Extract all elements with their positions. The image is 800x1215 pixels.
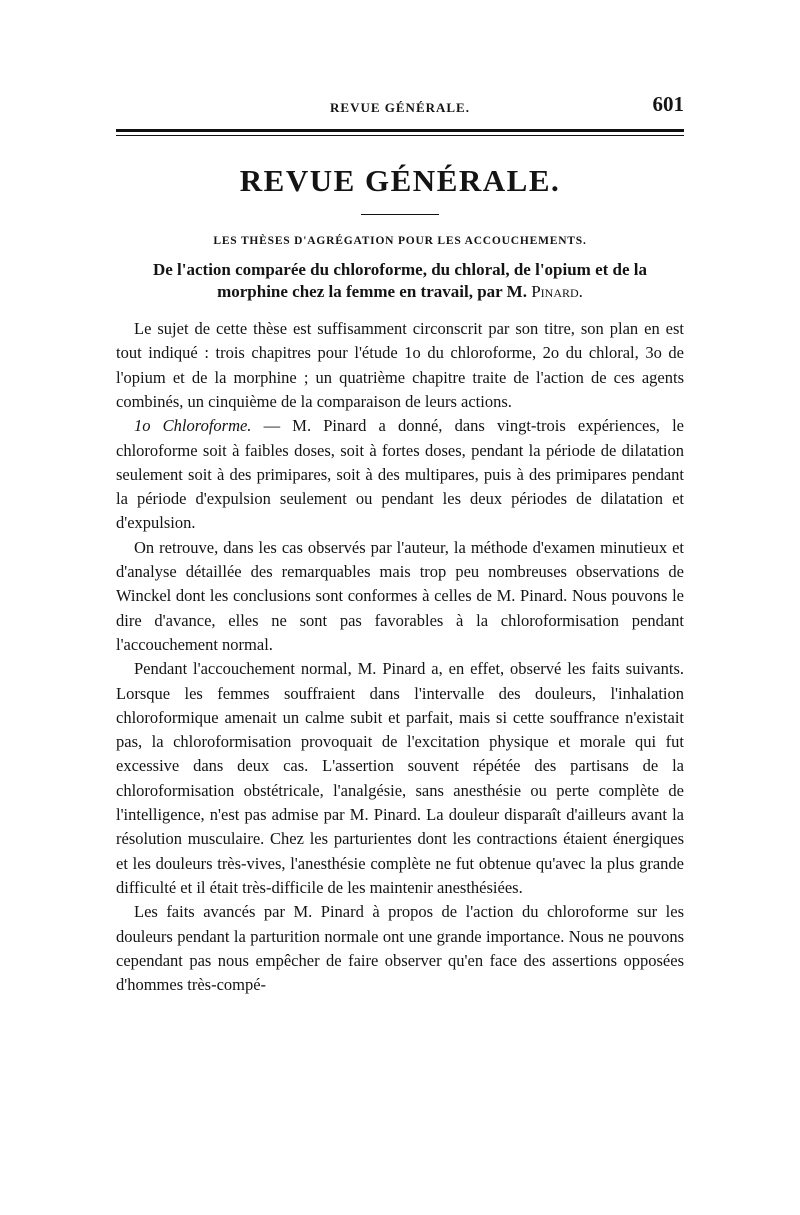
- article-title: [116, 259, 684, 303]
- header-double-rule: [116, 129, 684, 136]
- paragraph-chloroforme: [116, 414, 684, 535]
- paragraph-importance: Les faits avancés par M. Pinard à propos de l'action du chloroforme sur les douleurs pendant la parturition normale ont une grande importance. Nous ne pouvons cependant pas nous empêcher de faire observer qu'en face des assertions opposées d'hommes très-compé-: [116, 902, 684, 995]
- paragraph-intro: Le sujet de cette thèse est suffisamment circonscrit par son titre, son plan en est tout indiqué : trois chapitres pour l'étude 1o du chloroforme, 2o du chloral, 3o de l'opium et de la morphine ; un quatrième chapitre traite de l'action de ces agents combinés, un cinquième de la comparaison de leurs actions.: [116, 319, 684, 411]
- chloroforme-label: 1o Chloroforme.: [134, 416, 252, 436]
- section-title: LES THÈSES D'AGRÉGATION POUR LES ACCOUCHEMENTS.: [213, 235, 587, 248]
- running-title: REVUE GÉNÉRALE.: [330, 100, 470, 115]
- page-number: 601: [652, 92, 684, 116]
- document-page: [116, 92, 684, 997]
- article-body: [116, 317, 684, 997]
- article-author: Pinard.: [531, 282, 583, 302]
- paragraph-winckel: On retrouve, dans les cas observés par l'auteur, la méthode d'examen minutieux et d'analyse détaillée des remarquables mais trop peu nombreuses observations de Winckel dont les conclusions sont conformes à celles de M. Pinard. Nous pouvons le dire d'avance, elles ne sont pas favorables à la chloroformisation pendant l'accouchement normal.: [116, 537, 684, 654]
- main-title: REVUE GÉNÉRALE.: [239, 163, 561, 198]
- paragraph-observations: Pendant l'accouchement normal, M. Pinard a, en effet, observé les faits suivants. Lorsque les femmes souffraient dans l'intervalle des douleurs, l'inhalation chloroformique amenait un calme subit et parfait, mais si cette souffrance n'existait pas, la chloroformisation provoquait de l'excitation physique et morale qui fut excessive dans deux cas. L'assertion souvent répétée des partisans de la chloroformisation obstétricale, l'analgésie, sans anesthésie ou perte complète de l'intelligence, n'est pas admise par M. Pinard. La douleur disparaît d'ailleurs avant la résolution musculaire. Chez les parturientes dont les contractions étaient énergiques et les douleurs très-vives, l'anesthésie complète ne fut obtenue qu'avec la plus grande difficulté et il était très-difficile de les maintenir anesthésiées.: [116, 659, 684, 897]
- title-divider: [361, 214, 439, 215]
- article-title-text: De l'action comparée du chloroforme, du chloral, de l'opium et de la morphine chez la femme en travail, par M.: [152, 260, 648, 302]
- chloroforme-text: — M. Pinard a donné, dans vingt-trois expériences, le chloroforme soit à faibles doses, soit à fortes doses, pendant la période de dilatation seulement soit à des primipares, soit à des multipares, puis à des primipares pendant la période d'expulsion seulement ou pendant les deux périodes de dilatation et d'expulsion.: [116, 416, 684, 533]
- running-header: [116, 92, 684, 118]
